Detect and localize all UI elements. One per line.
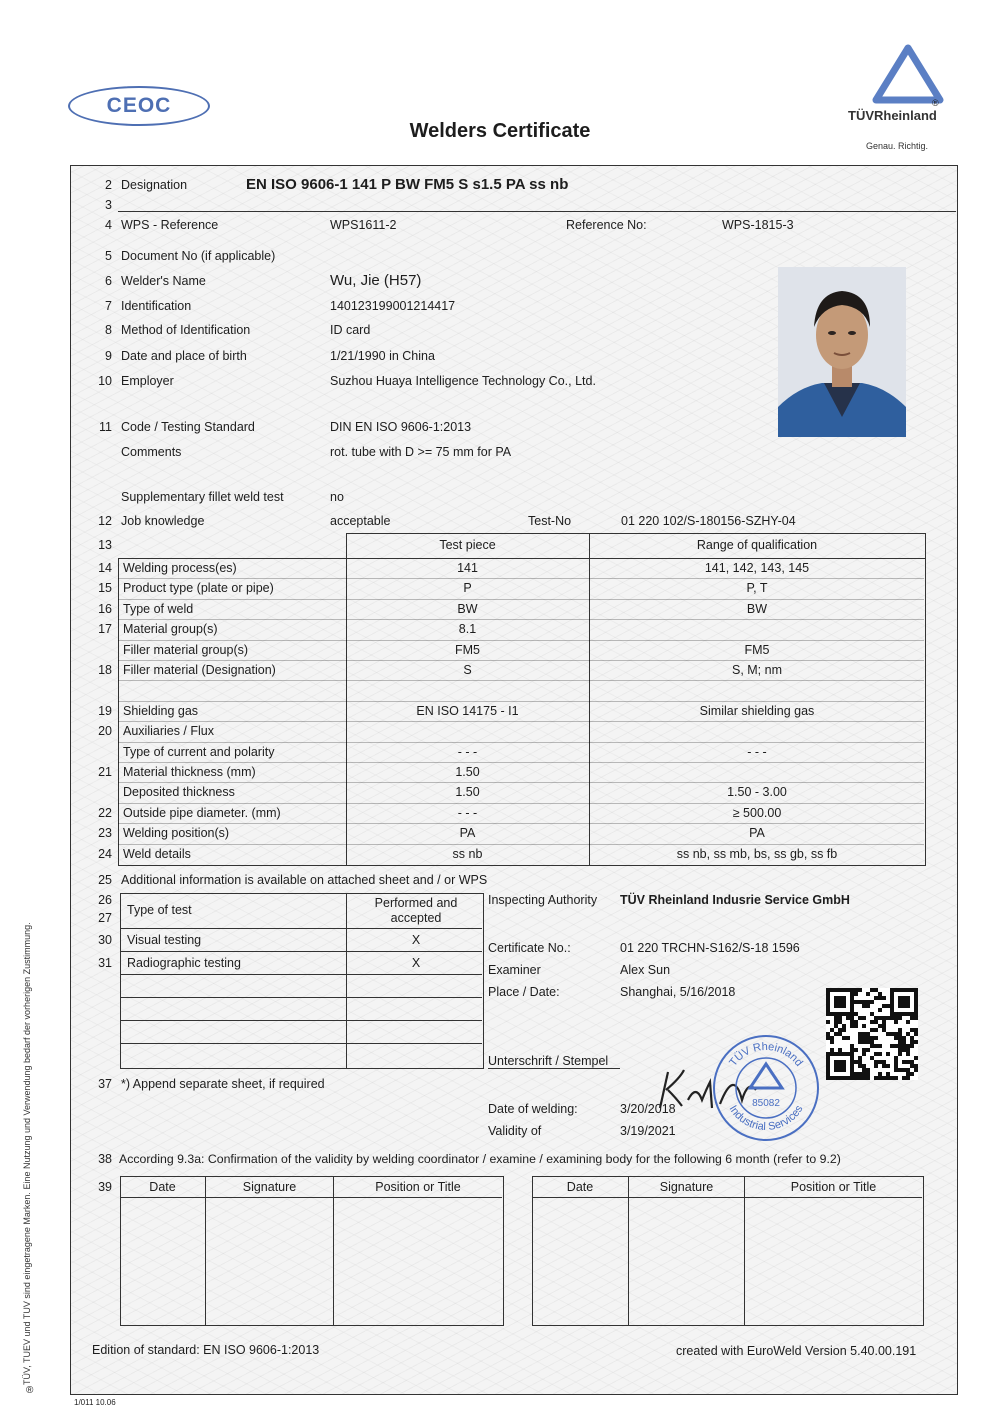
form-number: 1/011 10.06 bbox=[74, 1398, 116, 1407]
qualification-test-value: S bbox=[463, 663, 472, 677]
qualification-row-label: Product type (plate or pipe) bbox=[123, 581, 274, 596]
line-number: 11 bbox=[99, 420, 112, 434]
qualification-range-value: FM5 bbox=[744, 642, 770, 657]
line-number: 12 bbox=[98, 514, 112, 528]
col-signature: Signature bbox=[242, 1180, 297, 1194]
code-label: Code / Testing Standard bbox=[121, 420, 255, 434]
qualification-test-value: 1.50 bbox=[455, 765, 480, 779]
line-number: 14 bbox=[98, 561, 112, 575]
ceoc-logo: CEOC bbox=[68, 86, 210, 126]
divider bbox=[120, 997, 482, 998]
line-number: 7 bbox=[105, 299, 112, 313]
signature-table-left bbox=[120, 1176, 504, 1326]
identification-label: Identification bbox=[121, 299, 192, 313]
qualification-row-label: Welding process(es) bbox=[123, 561, 237, 575]
divider bbox=[205, 1176, 206, 1325]
line-number: 38 bbox=[98, 1152, 112, 1166]
date-of-welding-label: Date of welding: bbox=[488, 1102, 578, 1116]
row-divider bbox=[118, 721, 924, 722]
validity-label: Validity of bbox=[488, 1124, 542, 1138]
line-number: 19 bbox=[98, 703, 112, 718]
line-number: 25 bbox=[98, 873, 112, 887]
document-no-label: Document No (if applicable) bbox=[121, 249, 276, 263]
trademark-notice: TÜV, TUEV und TUV sind eingetragene Marken. Eine Nutzung und Verwendung bedarf der vorherigen Zustimmung. bbox=[22, 922, 32, 1385]
row-divider bbox=[118, 762, 924, 763]
qualification-test-value: 8.1 bbox=[458, 622, 477, 637]
qualification-test-value: PA bbox=[459, 826, 476, 841]
qualification-test-value: P bbox=[463, 581, 472, 596]
divider bbox=[532, 1197, 922, 1198]
qualification-row-label: Material thickness (mm) bbox=[123, 765, 256, 779]
row-divider bbox=[118, 742, 924, 743]
designation-label: Designation bbox=[121, 178, 188, 192]
row-divider bbox=[118, 640, 924, 641]
qualification-test-value: 141 bbox=[457, 561, 478, 575]
line-number: 27 bbox=[98, 911, 112, 925]
qualification-range-value: ss nb, ss mb, bs, ss gb, ss fb bbox=[676, 846, 838, 861]
qualification-row-label: Deposited thickness bbox=[123, 785, 235, 800]
qualification-test-value: FM5 bbox=[455, 642, 480, 657]
welder-portrait-icon bbox=[778, 267, 906, 437]
line-number: 26 bbox=[98, 893, 112, 907]
confirmation-text: According 9.3a: Confirmation of the validity by welding coordinator / examine / examining body for the following 6 month (refer to 9.2) bbox=[119, 1152, 841, 1166]
welder-name-value: Wu, Jie (H57) bbox=[330, 272, 422, 289]
col-date: Date bbox=[149, 1180, 176, 1194]
qualification-range-value: ≥ 500.00 bbox=[732, 805, 782, 820]
test-no-value: 01 220 102/S-180156-SZHY-04 bbox=[621, 514, 796, 528]
stamp-bottom-text: Industrial Services bbox=[726, 1103, 806, 1134]
divider bbox=[488, 1068, 620, 1069]
line-number: 9 bbox=[105, 349, 112, 363]
test-result: X bbox=[411, 956, 421, 970]
signature-stamp-label: Unterschrift / Stempel bbox=[488, 1054, 609, 1068]
trademark-registered-mark: ® bbox=[26, 1385, 34, 1396]
line-number: 8 bbox=[105, 323, 112, 337]
line-number: 21 bbox=[98, 765, 112, 779]
qualification-test-value: ss nb bbox=[452, 846, 483, 861]
line-number: 10 bbox=[98, 374, 112, 388]
line-number: 18 bbox=[98, 663, 112, 677]
additional-info: Additional information is available on attached sheet and / or WPS bbox=[121, 873, 488, 887]
identification-value: 140123199001214417 bbox=[330, 299, 456, 313]
line-number: 20 bbox=[98, 724, 112, 739]
wps-reference-value: WPS1611-2 bbox=[330, 218, 397, 232]
divider bbox=[120, 1043, 482, 1044]
qr-code-icon bbox=[826, 988, 918, 1080]
tuv-slogan: Genau. Richtig. bbox=[866, 141, 929, 151]
line-number: 39 bbox=[98, 1180, 112, 1194]
qualification-row-label: Auxiliaries / Flux bbox=[123, 724, 214, 739]
stamp-top-text: TÜV Rheinland bbox=[727, 1040, 805, 1069]
welder-name-label: Welder's Name bbox=[121, 274, 206, 288]
line-number: 17 bbox=[98, 622, 112, 637]
validity-value: 3/19/2021 bbox=[620, 1124, 676, 1138]
test-result: X bbox=[411, 933, 421, 947]
col-position: Position or Title bbox=[375, 1180, 461, 1194]
qualification-row-label: Outside pipe diameter. (mm) bbox=[123, 805, 281, 820]
certificate-no-value: 01 220 TRCHN-S162/S-18 1596 bbox=[620, 941, 800, 955]
examiner-value: Alex Sun bbox=[620, 963, 671, 977]
divider bbox=[120, 974, 482, 975]
line-number: 30 bbox=[98, 933, 112, 947]
row-divider bbox=[118, 701, 924, 702]
line-number: 2 bbox=[105, 178, 112, 192]
certificate-no-label: Certificate No.: bbox=[488, 941, 571, 955]
qualification-range-value: BW bbox=[746, 601, 768, 616]
qualification-range-value: - - - bbox=[747, 744, 767, 759]
qualification-row-label: Shielding gas bbox=[123, 703, 199, 718]
comments-value: rot. tube with D >= 75 mm for PA bbox=[330, 445, 512, 459]
col-position: Position or Title bbox=[790, 1180, 877, 1194]
tuv-brand-name: TÜVRheinland bbox=[848, 108, 937, 123]
fillet-value: no bbox=[330, 490, 344, 504]
row-divider bbox=[118, 599, 924, 600]
line-number: 16 bbox=[98, 601, 112, 616]
qualification-row-label: Filler material group(s) bbox=[123, 642, 249, 657]
welder-photo bbox=[778, 267, 906, 437]
employer-label: Employer bbox=[121, 374, 174, 388]
row-divider bbox=[118, 803, 924, 804]
qualification-row-label: Type of current and polarity bbox=[123, 744, 275, 759]
test-type: Visual testing bbox=[127, 933, 202, 947]
tuv-registered-mark: ® bbox=[932, 98, 939, 108]
tuv-triangle-logo-icon bbox=[872, 44, 944, 106]
created-with: created with EuroWeld Version 5.40.00.191 bbox=[676, 1344, 917, 1358]
qualification-test-value: - - - bbox=[457, 744, 478, 759]
line-number: 6 bbox=[105, 274, 112, 288]
designation-value: EN ISO 9606-1 141 P BW FM5 S s1.5 PA ss nb bbox=[246, 176, 569, 193]
row-divider bbox=[118, 680, 924, 681]
row-divider bbox=[118, 823, 924, 824]
wps-reference-label: WPS - Reference bbox=[121, 218, 219, 232]
divider bbox=[333, 1176, 334, 1325]
qualification-range-value: S, M; nm bbox=[731, 663, 782, 677]
col-signature: Signature bbox=[659, 1180, 714, 1194]
divider bbox=[744, 1176, 745, 1325]
col-date: Date bbox=[566, 1180, 594, 1194]
divider bbox=[628, 1176, 629, 1325]
page-title: Welders Certificate bbox=[409, 120, 591, 142]
qualification-range-value: Similar shielding gas bbox=[699, 703, 815, 718]
reference-no-label: Reference No: bbox=[566, 218, 647, 232]
line-number: 24 bbox=[98, 846, 112, 861]
col-range-qualification: Range of qualification bbox=[696, 538, 818, 552]
col-performed-accepted: Performed and accepted bbox=[374, 896, 458, 925]
line-number: 13 bbox=[98, 538, 112, 552]
row-divider bbox=[118, 578, 924, 579]
row-divider bbox=[118, 844, 924, 845]
qualification-test-value: - - - bbox=[457, 805, 478, 820]
line-number: 5 bbox=[105, 249, 112, 263]
qualification-row-label: Type of weld bbox=[123, 601, 194, 616]
qualification-range-value: 141, 142, 143, 145 bbox=[704, 561, 810, 575]
tuv-stamp-icon bbox=[710, 1032, 822, 1144]
divider bbox=[120, 928, 482, 929]
qualification-test-value: 1.50 bbox=[455, 785, 480, 800]
place-date-label: Place / Date: bbox=[488, 985, 560, 999]
line-number: 23 bbox=[98, 826, 112, 841]
qr-code bbox=[826, 988, 918, 1083]
edition-of-standard: Edition of standard: EN ISO 9606-1:2013 bbox=[92, 1343, 320, 1357]
comments-label: Comments bbox=[121, 445, 182, 459]
code-value: DIN EN ISO 9606-1:2013 bbox=[330, 420, 472, 434]
place-date-value: Shanghai, 5/16/2018 bbox=[620, 985, 736, 999]
col-type-of-test: Type of test bbox=[127, 903, 192, 917]
birth-value: 1/21/1990 in China bbox=[330, 349, 435, 363]
divider bbox=[120, 951, 482, 952]
qualification-range-value: P, T bbox=[746, 581, 768, 596]
authority-value: TÜV Rheinland Indusrie Service GmbH bbox=[620, 893, 850, 907]
qualification-row-label: Weld details bbox=[123, 846, 191, 861]
signature-table-right bbox=[532, 1176, 924, 1326]
examiner-label: Examiner bbox=[488, 963, 541, 977]
row-divider bbox=[118, 782, 924, 783]
line-number: 31 bbox=[98, 956, 112, 970]
divider bbox=[346, 893, 347, 1068]
test-no-label: Test-No bbox=[528, 514, 572, 528]
employer-value: Suzhou Huaya Intelligence Technology Co., Ltd. bbox=[330, 374, 596, 388]
test-type: Radiographic testing bbox=[127, 956, 241, 970]
line-number: 3 bbox=[105, 198, 112, 212]
method-label: Method of Identification bbox=[121, 323, 251, 337]
row-divider bbox=[118, 619, 924, 620]
qualification-row-label: Welding position(s) bbox=[123, 826, 230, 841]
line-number: 37 bbox=[98, 1077, 112, 1091]
qualification-test-value: EN ISO 14175 - I1 bbox=[416, 703, 519, 718]
line-number: 15 bbox=[98, 581, 112, 596]
job-knowledge-value: acceptable bbox=[330, 514, 391, 528]
qualification-test-value: BW bbox=[457, 601, 478, 616]
birth-label: Date and place of birth bbox=[121, 349, 247, 363]
line-number: 4 bbox=[105, 218, 112, 232]
date-of-welding-value: 3/20/2018 bbox=[620, 1102, 676, 1116]
col-test-piece: Test piece bbox=[439, 538, 496, 552]
row-divider bbox=[118, 660, 924, 661]
method-value: ID card bbox=[330, 323, 371, 337]
divider bbox=[118, 211, 956, 212]
append-note: *) Append separate sheet, if required bbox=[121, 1077, 325, 1091]
fillet-label: Supplementary fillet weld test bbox=[121, 490, 284, 504]
qualification-range-value: PA bbox=[749, 826, 765, 841]
stamp-center-text: 85082 bbox=[752, 1098, 780, 1109]
authority-label: Inspecting Authority bbox=[488, 893, 598, 907]
divider bbox=[120, 1197, 502, 1198]
divider bbox=[120, 1020, 482, 1021]
line-number: 22 bbox=[98, 805, 112, 820]
reference-no-value: WPS-1815-3 bbox=[722, 218, 794, 232]
qualification-row-label: Material group(s) bbox=[123, 622, 218, 637]
qualification-range-value: 1.50 - 3.00 bbox=[727, 785, 787, 800]
job-knowledge-label: Job knowledge bbox=[121, 514, 205, 528]
qualification-row-label: Filler material (Designation) bbox=[123, 663, 276, 677]
